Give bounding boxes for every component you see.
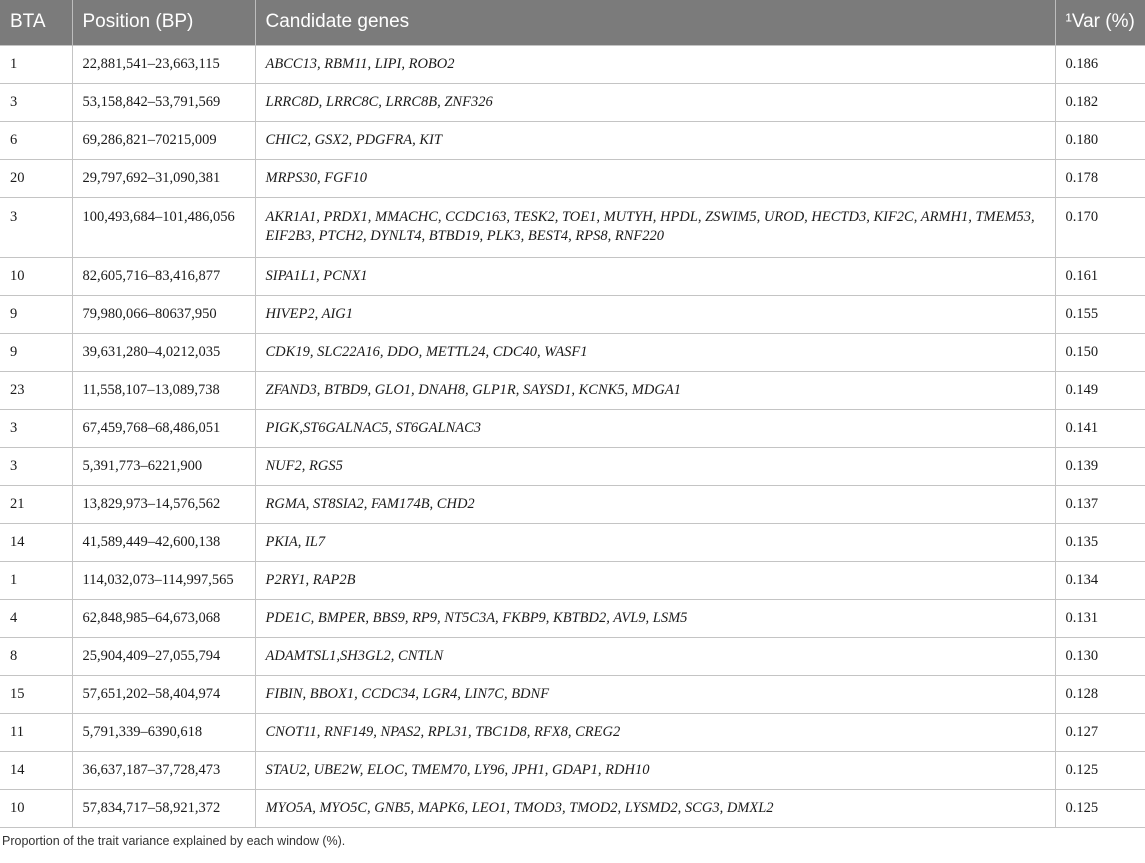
cell-position: 5,391,773–6221,900: [72, 447, 255, 485]
cell-candidate-genes: HIVEP2, AIG1: [255, 295, 1055, 333]
cell-candidate-genes: CDK19, SLC22A16, DDO, METTL24, CDC40, WASF1: [255, 333, 1055, 371]
table-row: [0, 485, 1145, 523]
cell-variance: 0.161: [1055, 257, 1145, 295]
cell-position: 36,637,187–37,728,473: [72, 751, 255, 789]
cell-bta: 15: [0, 675, 72, 713]
table-body: [0, 45, 1145, 827]
cell-position: 53,158,842–53,791,569: [72, 83, 255, 121]
cell-position: 57,651,202–58,404,974: [72, 675, 255, 713]
cell-position: 69,286,821–70215,009: [72, 121, 255, 159]
cell-candidate-genes: SIPA1L1, PCNX1: [255, 257, 1055, 295]
cell-bta: 14: [0, 523, 72, 561]
cell-candidate-genes: PDE1C, BMPER, BBS9, RP9, NT5C3A, FKBP9, KBTBD2, AVL9, LSM5: [255, 599, 1055, 637]
table-header: [0, 0, 1145, 45]
cell-bta: 9: [0, 333, 72, 371]
cell-bta: 6: [0, 121, 72, 159]
table-row: [0, 713, 1145, 751]
cell-candidate-genes: NUF2, RGS5: [255, 447, 1055, 485]
cell-position: 114,032,073–114,997,565: [72, 561, 255, 599]
cell-candidate-genes: MRPS30, FGF10: [255, 159, 1055, 197]
header-position: Position (BP): [72, 0, 255, 45]
cell-variance: 0.141: [1055, 409, 1145, 447]
cell-position: 100,493,684–101,486,056: [72, 197, 255, 257]
cell-bta: 21: [0, 485, 72, 523]
cell-variance: 0.134: [1055, 561, 1145, 599]
cell-candidate-genes: ADAMTSL1,SH3GL2, CNTLN: [255, 637, 1055, 675]
cell-bta: 9: [0, 295, 72, 333]
table-footnote: Proportion of the trait variance explained by each window (%).: [2, 833, 346, 848]
table-row: [0, 409, 1145, 447]
cell-bta: 20: [0, 159, 72, 197]
cell-position: 11,558,107–13,089,738: [72, 371, 255, 409]
cell-bta: 3: [0, 197, 72, 257]
cell-candidate-genes: P2RY1, RAP2B: [255, 561, 1055, 599]
cell-variance: 0.125: [1055, 751, 1145, 789]
cell-candidate-genes: LRRC8D, LRRC8C, LRRC8B, ZNF326: [255, 83, 1055, 121]
cell-variance: 0.180: [1055, 121, 1145, 159]
cell-candidate-genes: ABCC13, RBM11, LIPI, ROBO2: [255, 45, 1055, 83]
cell-variance: 0.150: [1055, 333, 1145, 371]
table-row: [0, 45, 1145, 83]
cell-position: 25,904,409–27,055,794: [72, 637, 255, 675]
cell-bta: 3: [0, 83, 72, 121]
cell-position: 29,797,692–31,090,381: [72, 159, 255, 197]
cell-bta: 10: [0, 789, 72, 827]
header-variance: ¹Var (%): [1055, 0, 1145, 45]
cell-bta: 3: [0, 409, 72, 447]
cell-variance: 0.128: [1055, 675, 1145, 713]
cell-bta: 4: [0, 599, 72, 637]
cell-variance: 0.182: [1055, 83, 1145, 121]
cell-bta: 1: [0, 45, 72, 83]
cell-position: 67,459,768–68,486,051: [72, 409, 255, 447]
cell-variance: 0.127: [1055, 713, 1145, 751]
table-row: [0, 371, 1145, 409]
cell-candidate-genes: RGMA, ST8SIA2, FAM174B, CHD2: [255, 485, 1055, 523]
cell-variance: 0.137: [1055, 485, 1145, 523]
cell-bta: 8: [0, 637, 72, 675]
table-row: [0, 197, 1145, 257]
cell-variance: 0.155: [1055, 295, 1145, 333]
cell-bta: 1: [0, 561, 72, 599]
cell-candidate-genes: CHIC2, GSX2, PDGFRA, KIT: [255, 121, 1055, 159]
table-row: [0, 295, 1145, 333]
cell-position: 41,589,449–42,600,138: [72, 523, 255, 561]
cell-candidate-genes: STAU2, UBE2W, ELOC, TMEM70, LY96, JPH1, GDAP1, RDH10: [255, 751, 1055, 789]
table-row: [0, 121, 1145, 159]
cell-bta: 10: [0, 257, 72, 295]
header-candidate-genes: Candidate genes: [255, 0, 1055, 45]
cell-variance: 0.135: [1055, 523, 1145, 561]
cell-variance: 0.130: [1055, 637, 1145, 675]
cell-position: 22,881,541–23,663,115: [72, 45, 255, 83]
cell-variance: 0.170: [1055, 197, 1145, 257]
table-row: [0, 789, 1145, 827]
table-row: [0, 599, 1145, 637]
cell-position: 62,848,985–64,673,068: [72, 599, 255, 637]
table-row: [0, 83, 1145, 121]
cell-candidate-genes: AKR1A1, PRDX1, MMACHC, CCDC163, TESK2, TOE1, MUTYH, HPDL, ZSWIM5, UROD, HECTD3, KIF2C, ARMH1, TMEM53, EIF2B3, PTCH2, DYNLT4, BTBD19, PLK3, BEST4, RPS8, RNF220: [255, 197, 1055, 257]
cell-bta: 14: [0, 751, 72, 789]
table-row: [0, 751, 1145, 789]
header-row: [0, 0, 1145, 45]
table-row: [0, 637, 1145, 675]
cell-candidate-genes: PIGK,ST6GALNAC5, ST6GALNAC3: [255, 409, 1055, 447]
table-row: [0, 159, 1145, 197]
table-row: [0, 675, 1145, 713]
cell-position: 39,631,280–4,0212,035: [72, 333, 255, 371]
cell-bta: 3: [0, 447, 72, 485]
cell-variance: 0.131: [1055, 599, 1145, 637]
cell-candidate-genes: ZFAND3, BTBD9, GLO1, DNAH8, GLP1R, SAYSD1, KCNK5, MDGA1: [255, 371, 1055, 409]
cell-bta: 11: [0, 713, 72, 751]
cell-variance: 0.149: [1055, 371, 1145, 409]
cell-candidate-genes: MYO5A, MYO5C, GNB5, MAPK6, LEO1, TMOD3, TMOD2, LYSMD2, SCG3, DMXL2: [255, 789, 1055, 827]
cell-variance: 0.139: [1055, 447, 1145, 485]
cell-variance: 0.178: [1055, 159, 1145, 197]
cell-bta: 23: [0, 371, 72, 409]
header-bta: BTA: [0, 0, 72, 45]
cell-candidate-genes: CNOT11, RNF149, NPAS2, RPL31, TBC1D8, RFX8, CREG2: [255, 713, 1055, 751]
cell-variance: 0.186: [1055, 45, 1145, 83]
table-row: [0, 561, 1145, 599]
cell-candidate-genes: FIBIN, BBOX1, CCDC34, LGR4, LIN7C, BDNF: [255, 675, 1055, 713]
table-row: [0, 447, 1145, 485]
table-row: [0, 523, 1145, 561]
cell-position: 82,605,716–83,416,877: [72, 257, 255, 295]
table-row: [0, 257, 1145, 295]
cell-position: 13,829,973–14,576,562: [72, 485, 255, 523]
cell-candidate-genes: PKIA, IL7: [255, 523, 1055, 561]
table-row: [0, 333, 1145, 371]
cell-position: 79,980,066–80637,950: [72, 295, 255, 333]
cell-variance: 0.125: [1055, 789, 1145, 827]
cell-position: 5,791,339–6390,618: [72, 713, 255, 751]
cell-position: 57,834,717–58,921,372: [72, 789, 255, 827]
